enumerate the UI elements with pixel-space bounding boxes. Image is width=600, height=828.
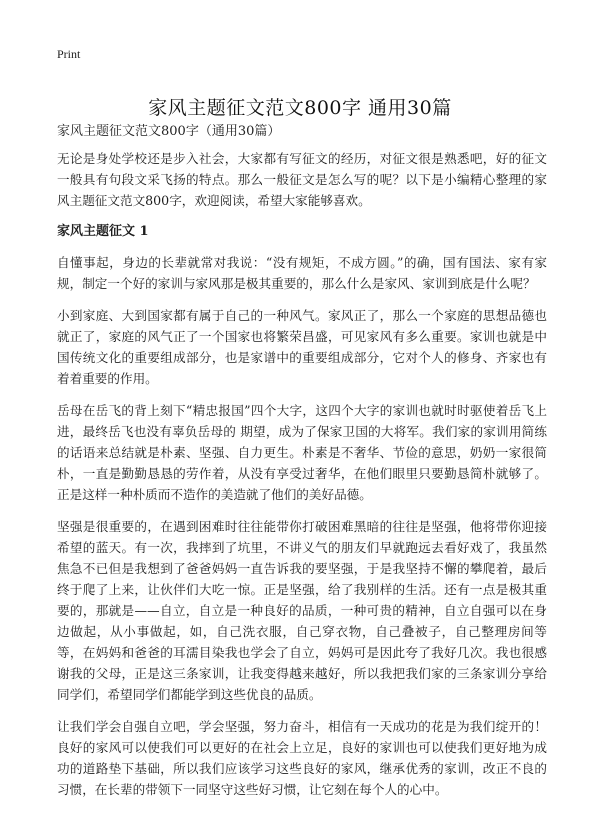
page-title: 家风主题征文范文800字 通用30篇 [148,96,452,119]
body-paragraph: 小到家庭、大到国家都有属于自己的一种风气。家风正了，那么一个家庭的思想品德也就正了，家庭的风气正了一个国家也将繁荣昌盛，可见家风有多么重要。家训也就是中国传统文化的重要组成部分，也是家谱中的重要组成部分，它对个人的修身、齐家也有着着重要的作用。 [57,308,547,386]
article-body [57,148,547,811]
print-link[interactable]: Print [57,47,81,61]
body-paragraph: 坚强是很重要的，在遇到困难时往往能带你打破困难黑暗的往往是坚强，他将带你迎接希望的蓝天。有一次，我摔到了坑里，不讲义气的朋友们早就跑远去看好戏了，我虽然焦急不已但是我想到了爸爸妈妈一直告诉我的要坚强，于是我坚持不懈的攀爬着，最后终于爬了上来，让伙伴们大吃一惊。正是坚强，给了我别样的生活。还有一点是极其重要的，那就是——自立，自立是一种良好的品质，一种可贵的精神，自立自强可以在身边做起，从小事做起，如，自己洗衣服，自己穿衣物，自己叠被子，自己整理房间等等，在妈妈和爸爸的耳濡目染我也学会了自立，妈妈可是因此夸了我好几次。我也很感谢我的父母，正是这三条家训，让我变得越来越好，所以我把我们家的三条家训分享给同学们，希望同学们都能学到这些优良的品质。 [57,519,547,702]
body-paragraph: 岳母在岳飞的背上刻下“精忠报国”四个大字，这四个大字的家训也就时时驱使着岳飞上进，最终岳飞也没有辜负岳母的 期望，成为了保家卫国的大将军。我们家的家训用简练的话语来总结就是朴素、坚强、自力更生。朴素是不奢华、节俭的意思，奶奶一家很简朴，一直是勤勤恳恳的劳作着，从没有享受过奢华，在他们眼里只要勤恳简朴就够了。正是这样一种朴质而不造作的美造就了他们的美好品德。 [57,403,547,502]
section-heading: 家风主题征文 1 [57,224,149,239]
document-subtitle: 家风主题征文范文800字（通用30篇） [57,124,281,139]
body-paragraph: 自懂事起，身边的长辈就常对我说：“没有规矩，不成方圆。”的确，国有国法、家有家规，制定一个好的家训与家风那是极其重要的，那么什么是家风、家训到底是什么呢？ [57,255,547,291]
intro-paragraph: 无论是身处学校还是步入社会，大家都有写征文的经历，对征文很是熟悉吧，好的征文一般具有句段文采飞扬的特点。那么一般征文是怎么写的呢？以下是小编精心整理的家风主题征文范文800字，欢迎阅读，希望大家能够喜欢。 [57,151,547,208]
body-paragraph: 让我们学会自强自立吧，学会坚强，努力奋斗，相信有一天成功的花是为我们绽开的！良好的家风可以使我们可以更好的在社会上立足，良好的家训也可以使我们更好地为成功的道路垫下基础，所以我们应该学习这些良好的家风，继承优秀的家训，改正不良的习惯，在长辈的带领下一同坚守这些好习惯，让它刻在每个人的心中。 [57,719,547,797]
